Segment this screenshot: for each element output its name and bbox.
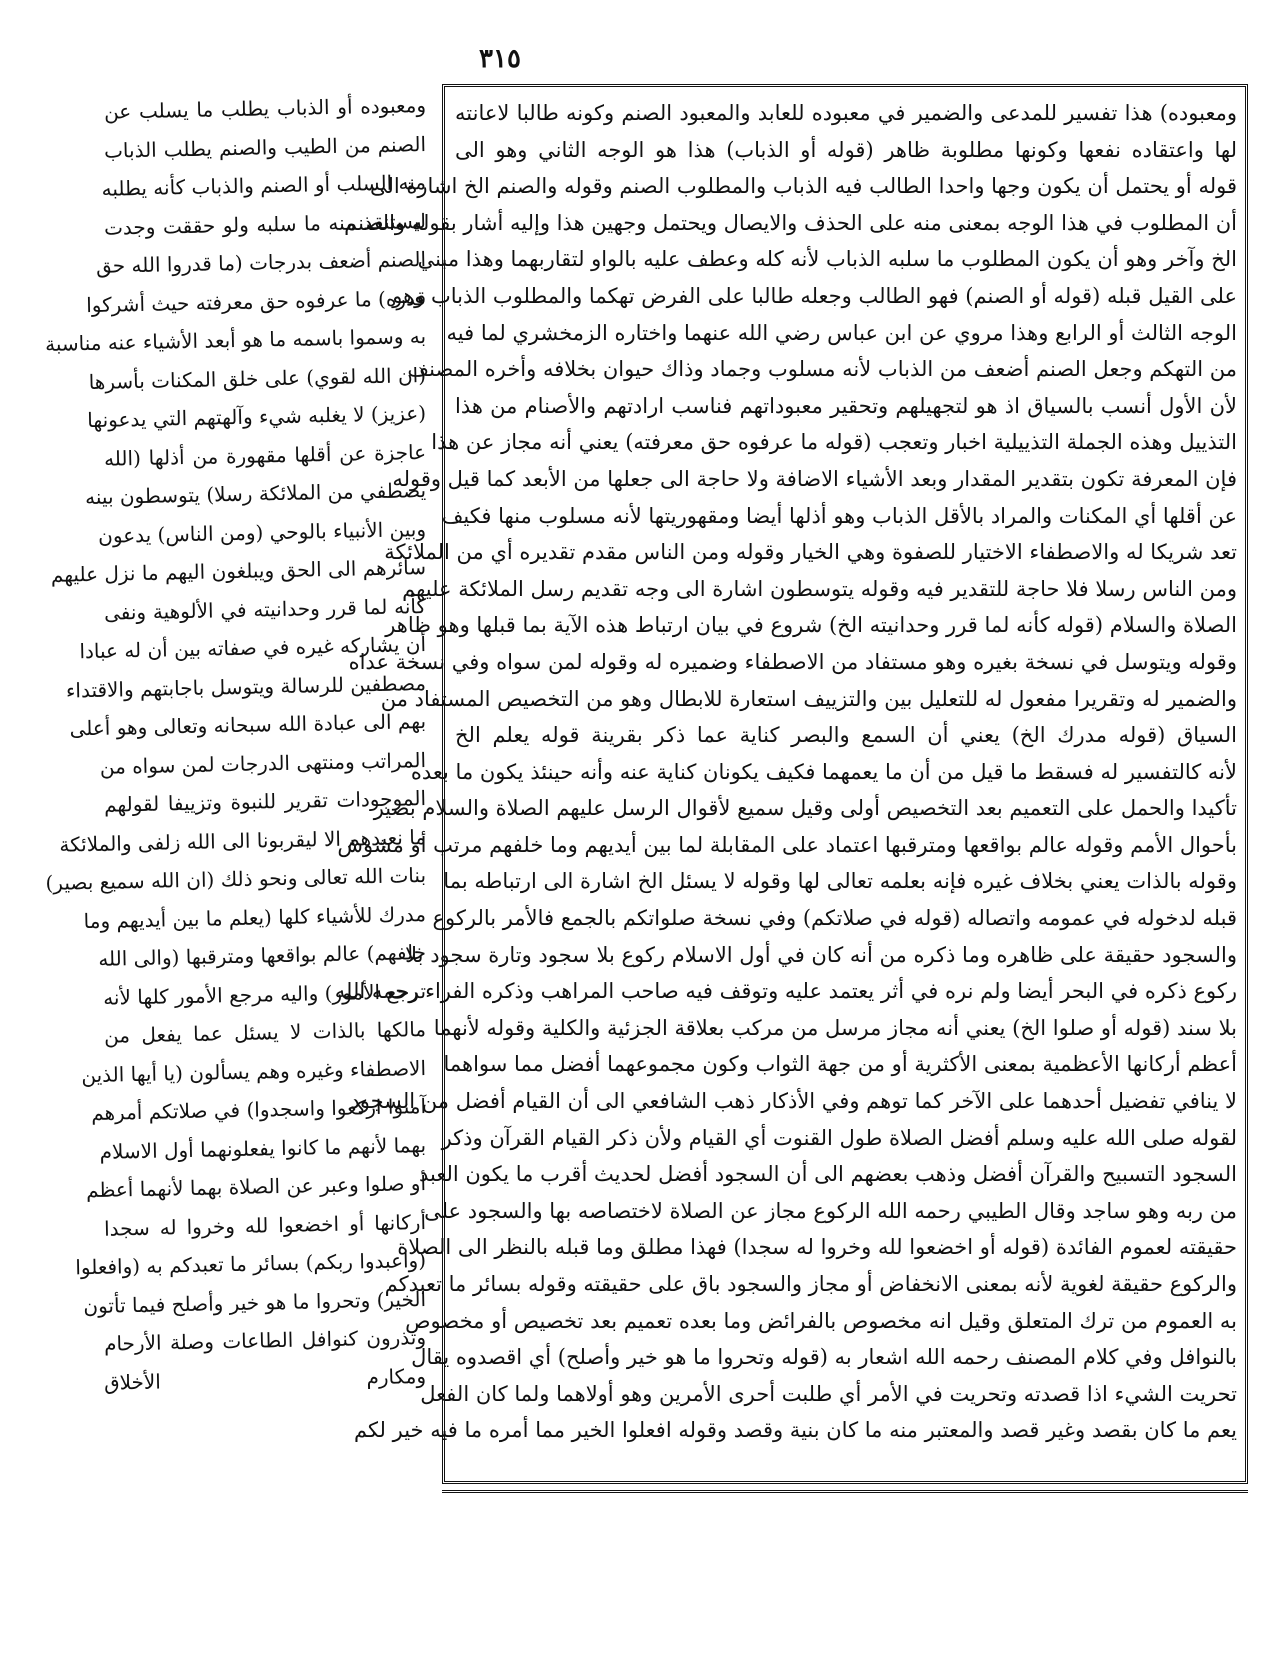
main-text-line: تأكيدا والحمل على التعميم بعد التخصيص أولى وقيل سميع لأقوال الرسل عليهم الصلاة والسلام بصير	[373, 796, 1237, 821]
main-text-line: فإن المعرفة تكون بتقدير المقدار وبعد الأشياء الاضافة ولا حاجة الى جعلها من الأبعد كما قيل وقوله	[392, 466, 1237, 491]
main-text-line: والسجود حقيقة على ظاهره وما ذكره من أنه كان في أول الاسلام ركوع بلا سجود وتارة سجود بلا	[405, 942, 1237, 967]
margin-text-line: يصطفي من الملائكة رسلا) يتوسطون بينه	[84, 478, 427, 510]
margin-text-line: منه السلب أو الصنم والذباب كأنه يطلبه	[101, 170, 427, 201]
main-text-line: الخ وآخر وهو أن يكون المطلوب ما سلبه الذباب لأنه كله وعطف عليه بالواو لتقاربهما وهذا مبني	[417, 247, 1237, 272]
margin-text-line: الصنم أضعف بدرجات (ما قدروا الله حق	[95, 247, 427, 278]
margin-text-line: ومكارم الأخلاق	[103, 1363, 427, 1395]
main-text-line: تحريت الشيء اذا قصدته وتحريت في الأمر أي طلبت أحرى الأمرين وهو أولاهما ولما كان الفعل	[420, 1381, 1237, 1406]
main-text-line: ركوع ذكره في البحر أيضا ولم نره في أثر يعتمد عليه وتوقف فيه صاحب المراهب وذكره الفراء رحمه الله	[334, 979, 1237, 1004]
margin-text-line: (واعبدوا ربكم) بسائر ما تعبدكم به (وافعلوا	[75, 1248, 427, 1280]
main-text-line: والضمير له وتقريرا مفعول له للتعليل بين والتزييف استعارة للابطال وهو من التخصيص المستفاد من	[380, 686, 1237, 711]
main-text-line: من ربه وهو ساجد وقال الطيبي رحمه الله الركوع مجاز عن الصلاة لاختصاصه بها والسجود على	[424, 1198, 1237, 1223]
main-text-line: والركوع حقيقة لغوية لأنه بمعنى الانخفاض أو مجاز والسجود باق على حقيقته وقوله بسائر ما تعبدكم	[384, 1272, 1237, 1296]
main-text-line: لأنه كالتفسير له فسقط ما قيل من أن ما يعمهما فكيف يكونان كناية عنه وأنه حينئذ يكون ما بعده	[410, 759, 1237, 784]
margin-text-line: أو صلوا وعبر عن الصلاة بهما لأنهما أعظم	[85, 1171, 427, 1203]
margin-text-line: سائرهم الى الحق ويبلغون اليهم ما نزل عليهم	[50, 555, 427, 587]
main-text-line: عن أقلها أي المكنات والمراد بالأقل الذباب وهو أذلها أيضا ومقهوريتها لأنه مسلوب منها فكيف	[441, 503, 1237, 528]
main-text-frame	[334, 84, 1248, 1484]
margin-text-line: ترجع الأمور) واليه مرجع الأمور كلها لأنه	[102, 978, 427, 1010]
main-text-line: يعم ما كان بقصد وغير قصد والمعتبر منه ما كان بنية وقصد وقوله افعلوا الخير مما أمره ما فيه خير لكم	[353, 1418, 1237, 1443]
margin-text-line: الاصطفاء وغيره وهم يسألون (يا أيها الذين	[81, 1055, 427, 1087]
main-text-line: الوجه الثالث أو الرابع وهذا مروي عن ابن عباس رضي الله عنهما واختاره الزمخشري لما فيه	[446, 320, 1237, 345]
margin-text-line: الموجودات تقرير للنبوة وتزييفا لقولهم	[103, 786, 427, 817]
main-text-line: الصلاة والسلام (قوله كأنه لما قرر وحدانيته الخ) شروع في بيان ارتباط هذه الآية بما قبلها وهو ظاهر	[385, 613, 1237, 638]
main-text-line: لقوله صلى الله عليه وسلم أفضل الصلاة طول القنوت أي القيام ولأن ذكر القيام القرآن وذكر	[441, 1125, 1237, 1150]
main-text-line: أن المطلوب في هذا الوجه بمعنى منه على الحذف والايصال ويحتمل وجهين هذا وإليه أشار بقوله والصنم	[344, 210, 1237, 235]
margin-text-line: وتذرون كنوافل الطاعات وصلة الأرحام	[103, 1325, 427, 1356]
margin-text-line: مالكها بالذات لا يسئل عما يفعل من	[103, 1017, 427, 1048]
margin-commentary-column	[44, 86, 427, 1395]
main-text-line: أعظم أركانها الأعظمية بمعنى الأكثرية أو من جهة الثواب وكون مجموعهما أفضل مما سواهما	[443, 1052, 1237, 1077]
main-text-line: بلا سند (قوله أو صلوا الخ) يعني أنه مجاز مرسل من مركب بعلاقة الجزئية والكلية وقوله لأنهما	[433, 1015, 1237, 1040]
main-text-line: ومعبوده) هذا تفسير للمدعى والضمير في معبوده للعابد والمعبود الصنم وكونه طالبا لاعانته	[455, 101, 1237, 125]
margin-text-line: أن يشاركه غيره في صفاته بين أن له عبادا	[79, 632, 427, 664]
main-text-line: وقوله ويتوسل في نسخة بغيره وهو مستفاد من الاصطفاء وضميره له وقوله لمن سواه وفي نسخة عداه	[348, 649, 1237, 674]
margin-text-line: كأنه لما قرر وحدانيته في الألوهية ونفى	[103, 593, 427, 625]
main-text-line: حقيقته لعموم الفائدة (قوله أو اخضعوا لله وخروا له سجدا) فهذا مطلق وما قبله بالنظر الى الصلاة	[397, 1235, 1237, 1260]
main-text-line: من التهكم وجعل الصنم أضعف من الذباب لأنه مسلوب وجماد وذاك حيوان بخلافه وأخره المصنف	[407, 357, 1237, 382]
margin-text-line: (عزيز) لا يغلبه شيء وآلهتهم التي يدعونها	[87, 401, 427, 433]
margin-text-line: به وسموا باسمه ما هو أبعد الأشياء عنه مناسبة	[44, 324, 427, 356]
margin-text-line: ما نعبدهم الا ليقربونا الى الله زلفى والملائكة	[59, 824, 427, 857]
main-text-line: على القيل قبله (قوله أو الصنم) فهو الطالب وجعله طالبا على الفرض تهكما والمطلوب الذباب وهو	[392, 283, 1237, 308]
margin-text-line: مدرك للأشياء كلها (يعلم ما بين أيديهم وما	[83, 901, 427, 933]
margin-text-line: قدره) ما عرفوه حق معرفته حيث أشركوا	[85, 285, 427, 317]
margin-text-line: مصطفين للرسالة ويتوسل باجابتهم والاقتداء	[65, 670, 427, 703]
bottom-rule	[442, 1490, 1248, 1496]
margin-text-line: عاجزة عن أقلها مقهورة من أذلها (الله	[103, 439, 427, 471]
margin-text-line: الصنم من الطيب والصنم يطلب الذباب	[103, 131, 427, 163]
main-text-line: لها واعتقاده نفعها وكونها مطلوبة ظاهر (قوله أو الذباب) هذا هو الوجه الثاني وهو الى	[455, 137, 1237, 162]
main-text-line: السياق (قوله مدرك الخ) يعني أن السمع والبصر كناية عما ذكر بقرينة قوله يعلم الخ	[455, 723, 1237, 748]
main-text-line: السجود التسبيح والقرآن أفضل وذهب بعضهم الى أن السجود أفضل لحديث أقرب ما يكون العبد	[418, 1162, 1237, 1187]
main-text-line: بأحوال الأمم وقوله عالم بواقعها ومترقبها اعتماد على المقابلة لما بين أيديهم وما خلفهم مرتب أو مشوش	[337, 832, 1237, 857]
main-text-line: وقوله بالذات يعني بخلاف غيره فإنه بعلمه تعالى لها وقوله لا يسئل الخ اشارة الى ارتباطه بما	[443, 869, 1237, 894]
margin-text-line: بهما لأنهم ما كانوا يفعلونهما أول الاسلام	[99, 1132, 427, 1164]
main-text-line: قوله أو يحتمل أن يكون وجها واحدا الطالب فيه الذباب والمطلوب الصنم وقوله والصنم الخ اشارة الى	[369, 174, 1237, 199]
margin-text-line: الخير) وتحروا ما هو خير وأصلح فيما تأتون	[83, 1286, 427, 1318]
margin-text-line: بهم الى عبادة الله سبحانه وتعالى وهو أعلى	[69, 709, 427, 741]
main-text-line: ومن الناس رسلا فلا حاجة للتقدير فيه وقوله يتوسطون اشارة الى وجه تقديم رسل الملائكة عليهم	[402, 576, 1237, 601]
main-text-line: قبله لدخوله في عمومه واتصاله (قوله في صلاتكم) وفي نسخة صلواتكم بالجمع فالأمر بالركوع	[432, 906, 1237, 931]
margin-text-line: خلفهم) عالم بواقعها ومترقبها (والى الله	[98, 940, 427, 971]
main-text-line: لأن الأول أنسب بالسياق اذ هو لتجهيلهم وتحقير معبوداتهم فناسب ارادتهم والأصنام من هذا	[455, 393, 1237, 418]
margin-text-line: (ان الله لقوي) على خلق المكنات بأسرها	[88, 362, 427, 394]
main-text-line: لا ينافي تفضيل أحدهما على الآخر كما توهم وفي الأذكار ذهب الشافعي الى أن القيام أفضل من السجود	[350, 1089, 1237, 1114]
margin-text-line: بنات الله تعالى ونحو ذلك (ان الله سميع بصير)	[45, 863, 427, 895]
margin-text-line: المراتب ومنتهى الدرجات لمن سواه من	[99, 747, 427, 779]
margin-text-line: وبين الأنبياء بالوحي (ومن الناس) يدعون	[97, 516, 427, 548]
main-text-line: به العموم من ترك المتعلق وقيل انه مخصوص بالفرائض وما بعده تعميم بعد تخصيص أو مخصوص	[405, 1308, 1237, 1333]
main-text-line: بالنوافل وفي كلام المصنف رحمه الله اشعار به (قوله وتحروا ما هو خير وأصلح) أي اقصدوه يقال	[411, 1345, 1237, 1370]
margin-text-line: ومعبوده أو الذباب يطلب ما يسلب عن	[103, 93, 427, 124]
margin-text-line: آمنوا اركعوا واسجدوا) في صلاتكم أمرهم	[90, 1094, 427, 1126]
margin-text-line: ليستنقذ منه ما سلبه ولو حققت وجدت	[103, 208, 427, 240]
page-number: ٣١٥	[479, 44, 521, 74]
margin-text-line: أركانها أو اخضعوا لله وخروا له سجدا	[103, 1209, 427, 1241]
main-text-line: التذييل وهذه الجملة التذييلية اخبار وتعجب (قوله ما عرفوه حق معرفته) يعني أنه مجاز عن هذا	[431, 430, 1237, 455]
main-text-line: تعد شريكا له والاصطفاء الاختيار للصفوة وهي الخيار وقوله ومن الناس مقدم تقديره أي من الملائكة	[384, 540, 1237, 565]
